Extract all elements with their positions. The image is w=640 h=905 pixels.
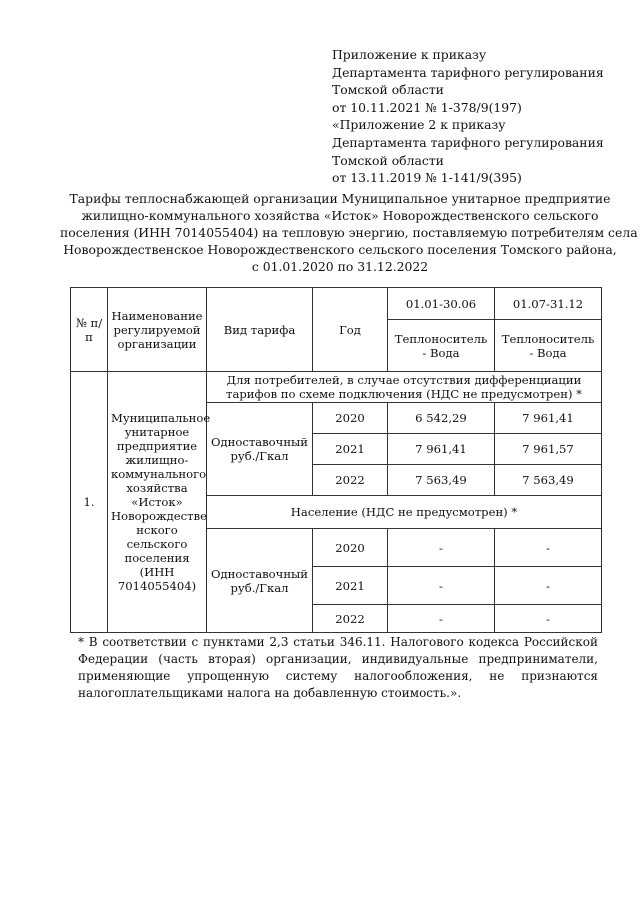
tariff-value: - xyxy=(388,605,495,633)
title-line: Тарифы теплоснабжающей организации Муниципальное унитарное предприятие xyxy=(69,191,611,206)
title-line: с 01.01.2020 по 31.12.2022 xyxy=(251,259,429,274)
col-header-year: Год xyxy=(313,288,388,372)
section-population-label: Население (НДС не предусмотрен) * xyxy=(207,496,602,529)
tariff-value: 7 961,57 xyxy=(495,434,602,465)
year-cell: 2020 xyxy=(313,403,388,434)
header-line: Приложение к приказу xyxy=(332,47,487,62)
tariff-value: - xyxy=(495,605,602,633)
header-line: Томской области xyxy=(332,152,444,168)
org-line: Новорождестве xyxy=(111,509,207,523)
row-number: 1. xyxy=(71,372,108,633)
header-line: «Приложение 2 к приказу xyxy=(332,117,506,133)
title-line: Новорождественское Новорождественского сельского поселения Томского района, xyxy=(63,242,617,257)
org-line: Муниципальное xyxy=(111,411,211,425)
org-line: сельского xyxy=(126,537,188,551)
header-line: от 13.11.2019 № 1-141/9(395) xyxy=(332,170,522,186)
org-line: поселения xyxy=(124,551,190,565)
org-line: 7014055404) xyxy=(117,579,197,593)
header-line: Департамента тарифного регулирования xyxy=(332,64,604,80)
tariff-value: - xyxy=(495,567,602,605)
order-header xyxy=(332,46,604,187)
org-line: предприятие xyxy=(116,439,198,453)
tariff-type: Одноставочный руб./Гкал xyxy=(207,403,313,496)
org-line: хозяйства xyxy=(126,481,188,495)
footnote: * В соответствии с пунктами 2,3 статьи 346.11. Налогового кодекса Российской Федерации (часть вторая) организации, индивидуальные предприниматели, применяющие упрощенную систему налогообложения, не признаются налогоплательщиками налога на добавленную стоимость.». xyxy=(78,635,598,700)
col-header-carrier-2: Теплоноситель - Вода xyxy=(495,320,602,372)
title-line: поселения (ИНН 7014055404) на тепловую энергию, поставляемую потребителям села xyxy=(60,225,638,240)
org-line: «Исток» xyxy=(131,495,183,509)
tariff-value: - xyxy=(388,529,495,567)
tariff-type: Одноставочный руб./Гкал xyxy=(207,529,313,633)
tariff-value: 7 563,49 xyxy=(388,465,495,496)
header-line: от 10.11.2021 № 1-378/9(197) xyxy=(332,99,522,115)
org-line: унитарное xyxy=(124,425,190,439)
organization-name xyxy=(108,372,211,633)
col-header-organization: Наименование регулируемой организации xyxy=(108,288,207,372)
org-line: жилищно- xyxy=(125,453,189,467)
tariff-value: - xyxy=(495,529,602,567)
org-line: нского xyxy=(136,523,178,537)
tariff-value: 7 961,41 xyxy=(495,403,602,434)
year-cell: 2022 xyxy=(313,465,388,496)
col-header-tariff-type: Вид тарифа xyxy=(207,288,313,372)
tariff-value: 6 542,29 xyxy=(388,403,495,434)
year-cell: 2021 xyxy=(313,434,388,465)
document-title xyxy=(60,190,638,275)
year-cell: 2021 xyxy=(313,567,388,605)
section-consumers-label: Для потребителей, в случае отсутствия дифференциации тарифов по схеме подключения (НДС не предусмотрен) * xyxy=(207,372,602,403)
tariff-value: - xyxy=(388,567,495,605)
tariff-value: 7 563,49 xyxy=(495,465,602,496)
org-line: коммунального xyxy=(111,467,207,481)
col-header-period-2: 01.07-31.12 xyxy=(495,288,602,320)
header-line: Томской области xyxy=(332,82,444,98)
year-cell: 2022 xyxy=(313,605,388,633)
org-line: (ИНН xyxy=(139,565,175,579)
col-header-number: № п/п xyxy=(71,288,108,372)
tariff-table xyxy=(70,287,602,633)
title-line: жилищно-коммунального хозяйства «Исток» Новорождественского сельского xyxy=(81,208,599,223)
header-line: Департамента тарифного регулирования xyxy=(332,134,604,150)
col-header-period-1: 01.01-30.06 xyxy=(388,288,495,320)
year-cell: 2020 xyxy=(313,529,388,567)
tariff-value: 7 961,41 xyxy=(388,434,495,465)
col-header-carrier-1: Теплоноситель - Вода xyxy=(388,320,495,372)
